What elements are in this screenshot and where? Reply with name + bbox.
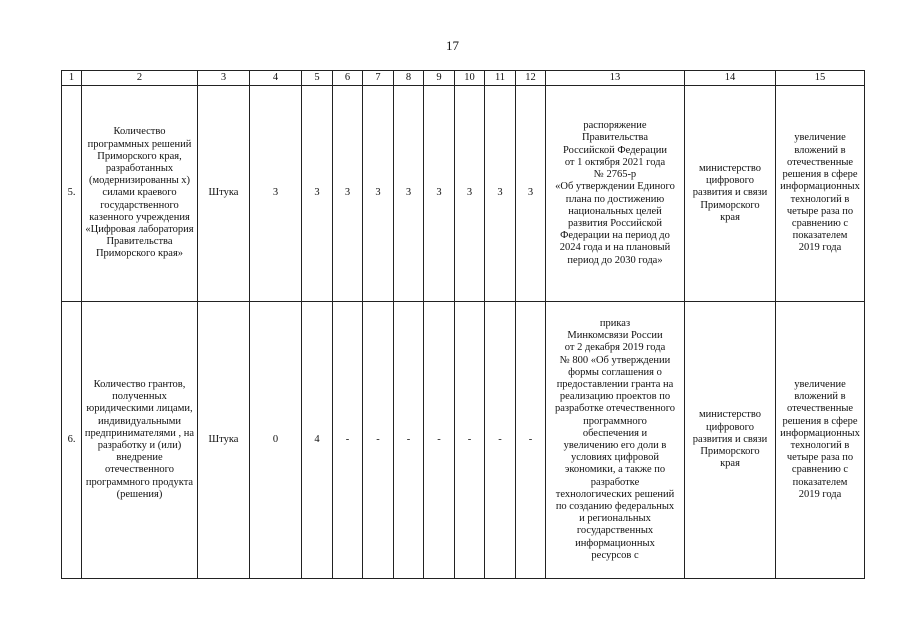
value-cell: - (333, 302, 363, 579)
col-header: 9 (424, 71, 455, 86)
col-header: 6 (333, 71, 363, 86)
value-cell: 3 (363, 86, 394, 302)
col-header: 7 (363, 71, 394, 86)
page-number: 17 (446, 38, 459, 53)
col-header: 5 (302, 71, 333, 86)
value-cell: 3 (250, 86, 302, 302)
row-number: 6. (62, 302, 82, 579)
col-header: 15 (776, 71, 865, 86)
col-header: 8 (394, 71, 424, 86)
value-cell: 3 (424, 86, 455, 302)
value-cell: - (363, 302, 394, 579)
value-cell: - (516, 302, 546, 579)
unit-cell: Штука (198, 302, 250, 579)
value-cell: 4 (302, 302, 333, 579)
col-header: 12 (516, 71, 546, 86)
table-row (62, 302, 865, 579)
col-header: 3 (198, 71, 250, 86)
header-row (62, 71, 865, 86)
col-header: 4 (250, 71, 302, 86)
responsible-cell: министерство цифрового развития и связи Приморского края (685, 86, 776, 302)
col-header: 10 (455, 71, 485, 86)
result-cell: увеличение вложений в отечественные решения в сфере информационных технологий в четыре раза по сравнению с показателем 2019 года (776, 86, 865, 302)
document-cell: распоряжение Правительства Российской Федерации от 1 октября 2021 года № 2765-р «Об утверждении Единого плана по достижению национальных целей развития Российской Федерации на период до 2024 года и на плановый период до 2030 года» (546, 86, 685, 302)
value-cell: 3 (455, 86, 485, 302)
col-header: 2 (82, 71, 198, 86)
value-cell: - (394, 302, 424, 579)
value-cell: - (424, 302, 455, 579)
value-cell: 3 (485, 86, 516, 302)
value-cell: 0 (250, 302, 302, 579)
col-header: 11 (485, 71, 516, 86)
result-cell: увеличение вложений в отечественные решения в сфере информационных технологий в четыре раза по сравнению с показателем 2019 года (776, 302, 865, 579)
value-cell: 3 (333, 86, 363, 302)
col-header: 14 (685, 71, 776, 86)
value-cell: 3 (516, 86, 546, 302)
value-cell: - (485, 302, 516, 579)
responsible-cell: министерство цифрового развития и связи Приморского края (685, 302, 776, 579)
value-cell: 3 (302, 86, 333, 302)
table-row (62, 86, 865, 302)
col-header: 1 (62, 71, 82, 86)
indicators-table (61, 70, 865, 579)
unit-cell: Штука (198, 86, 250, 302)
row-number: 5. (62, 86, 82, 302)
indicator-name: Количество грантов, полученных юридическими лицами, индивидуальными предпринимателями , на разработку и (или) внедрение отечественного программного продукта (решения) (82, 302, 198, 579)
document-cell: приказ Минкомсвязи России от 2 декабря 2019 года № 800 «Об утверждении формы соглашения о предоставлении гранта на реализацию проектов по разработке отечественного программного обеспечения и увеличению его доли в условиях цифровой экономики, а также по разработке технологических решений по созданию федеральных и региональных государственных информационных ресурсов с (546, 302, 685, 579)
value-cell: - (455, 302, 485, 579)
col-header: 13 (546, 71, 685, 86)
value-cell: 3 (394, 86, 424, 302)
indicator-name: Количество программных решений Приморского края, разработанных (модернизированны х) силами краевого государственного казенного учреждения «Цифровая лаборатория Правительства Приморского края» (82, 86, 198, 302)
